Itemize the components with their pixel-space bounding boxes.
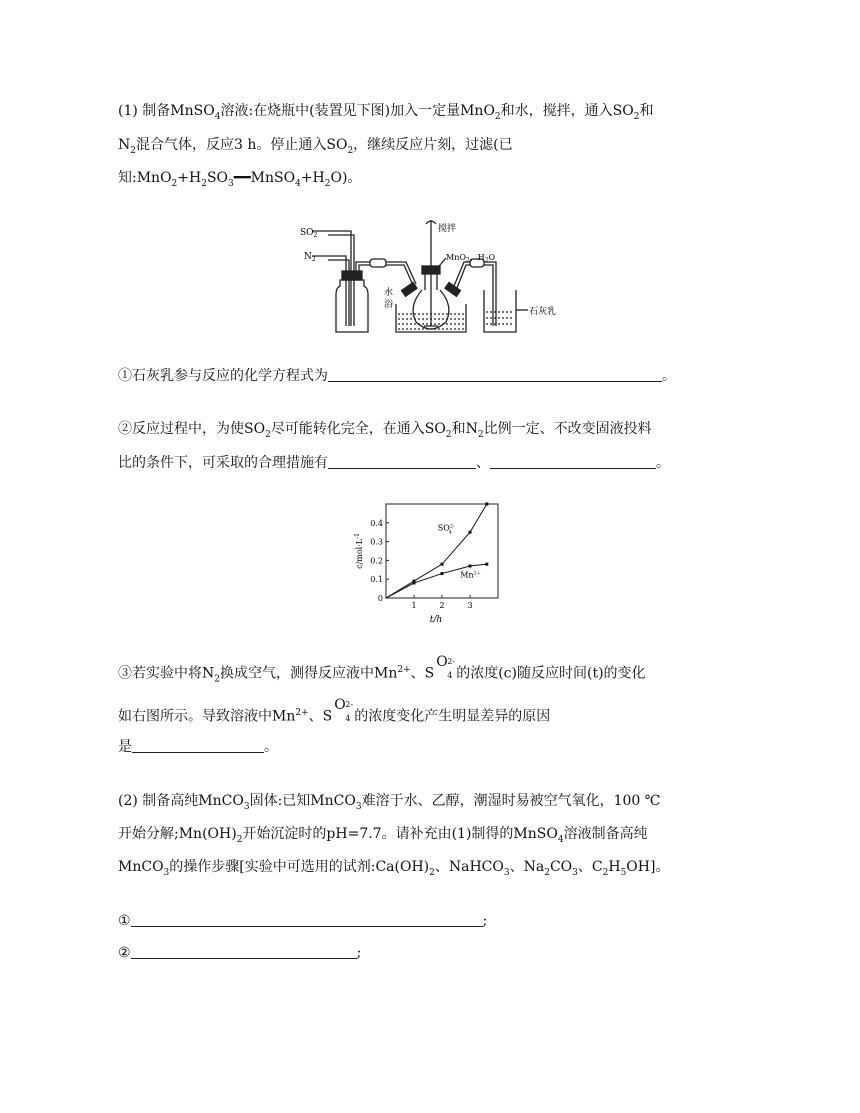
superscript: 2+	[295, 708, 309, 718]
text: 、Na	[509, 859, 545, 875]
step-1	[118, 911, 487, 931]
stir-label: 搅拌	[438, 224, 457, 234]
series-line	[386, 504, 487, 598]
part1-line1	[118, 101, 653, 127]
text: ①	[118, 913, 131, 929]
text: 和水，搅拌，通入SO	[500, 103, 634, 119]
text: 难溶于水、乙醇，潮湿时易被空气氧化，100 ℃	[361, 793, 661, 809]
text: ，继续反应片刻，过滤(已	[353, 137, 513, 153]
text: 、	[476, 455, 490, 471]
superscript: 2-	[447, 656, 456, 666]
text: 制备高纯MnCO	[137, 793, 244, 809]
y-tick-label: 0.1	[370, 575, 383, 585]
text: 和N	[451, 421, 478, 437]
text: O	[334, 696, 346, 713]
data-point	[485, 503, 488, 506]
text: MnCO	[118, 859, 164, 875]
text: 固体:已知MnCO	[249, 793, 356, 809]
text: 和	[639, 103, 654, 119]
series-label: $SO^{2-}4$	[437, 523, 455, 536]
outlet-tube	[454, 262, 496, 326]
superscript: 2-	[345, 699, 354, 709]
part2-line3	[118, 857, 669, 883]
subscript: 2	[445, 429, 452, 440]
text: 溶液制备高纯	[563, 826, 648, 842]
plot-frame	[386, 504, 498, 598]
text: 、S	[410, 665, 435, 682]
step-2	[118, 943, 361, 963]
data-point	[441, 563, 444, 566]
subscript: 2	[544, 867, 550, 878]
so2-label: $SO_2$	[300, 228, 318, 239]
part2-label: (2)	[118, 793, 138, 809]
text: 溶液:在烧瓶中(装置见下图)加入一定量MnO	[220, 103, 495, 119]
text: 的浓度变化产生明显差异的原因	[354, 708, 551, 725]
subscript: 4	[447, 670, 453, 680]
y-tick-label: 0.4	[370, 518, 383, 528]
subscript: 4	[557, 834, 564, 845]
apparatus-diagram	[296, 214, 566, 338]
rubber-connector	[370, 259, 386, 267]
answer-blank-2a[interactable]	[328, 454, 476, 469]
text: N	[118, 137, 131, 153]
n2-label: $N_2$	[304, 252, 316, 263]
part1-line2	[118, 135, 513, 161]
text: 如右图所示。导致溶液中Mn	[118, 708, 296, 725]
subscript: 3	[163, 867, 170, 878]
text: 换成空气，测得反应液中Mn	[219, 665, 398, 682]
subscript: 2	[265, 429, 271, 440]
subscript: 2	[214, 674, 220, 685]
text: 。	[656, 455, 670, 471]
y-tick-label: 0.2	[370, 556, 383, 566]
subscript: 2	[324, 178, 331, 189]
question-3-line3	[118, 737, 278, 757]
text: 开始沉淀时的pH=7.7。请补充由(1)制得的MnSO	[242, 826, 558, 842]
subscript: 2	[130, 145, 136, 156]
chart-svg	[346, 500, 506, 630]
subscript: 2	[429, 867, 435, 878]
text: ━━MnSO	[233, 170, 296, 186]
part2-line1	[118, 791, 660, 817]
subscript: 3	[503, 867, 510, 878]
text: 。	[264, 739, 278, 755]
question-3-line1	[118, 653, 646, 689]
y-axis-label: $c/mol\cdot L^{-1}$	[354, 533, 364, 569]
series-line	[386, 564, 487, 598]
text: 制备MnSO	[137, 103, 215, 119]
water-bath-label-2: 浴	[384, 300, 394, 310]
text: 混合气体，反应3 h。停止通入SO	[135, 137, 348, 153]
data-point	[441, 572, 444, 575]
beaker	[484, 290, 516, 332]
sulfate-ion-formula	[332, 696, 354, 723]
subscript: 2	[494, 111, 501, 122]
text: +H	[300, 170, 325, 186]
answer-blank-step1[interactable]	[131, 912, 483, 927]
subscript: 3	[243, 801, 250, 812]
superscript: 2+	[397, 665, 411, 675]
text: O)。	[330, 170, 362, 186]
text: O	[436, 653, 448, 670]
text: OH]。	[626, 859, 670, 875]
reagent-label: MnO$_2$、$H_2O$	[446, 253, 496, 264]
bottle-stopper	[342, 271, 362, 280]
subscript: 4	[295, 178, 301, 189]
y-tick-label: 0	[377, 594, 383, 603]
text: ②反应过程中，为使SO	[118, 421, 266, 437]
text: 尽可能转化完全，在通入SO	[270, 421, 446, 437]
text: 比例一定、不改变固液投料	[483, 421, 652, 437]
subscript: 2	[602, 867, 609, 878]
subscript: 4	[214, 111, 221, 122]
question-3-line2	[118, 696, 551, 727]
part2-line2	[118, 824, 648, 850]
data-point	[469, 565, 472, 568]
text: ②	[118, 945, 131, 961]
series-label: $Mn^{2+}$	[460, 570, 481, 580]
text: 开始分解;Mn(OH)	[118, 826, 237, 842]
concentration-chart	[346, 500, 506, 630]
text: ;	[356, 945, 362, 961]
answer-blank-3[interactable]	[132, 738, 264, 753]
subscript: 2	[236, 834, 243, 845]
text: ③若实验中将N	[118, 665, 215, 682]
text: 、S	[308, 708, 333, 725]
x-axis-label: t/h	[429, 615, 443, 625]
text: SO	[206, 170, 229, 186]
text: 比的条件下，可采取的合理措施有	[118, 455, 328, 471]
x-tick-label: 2	[439, 601, 445, 610]
text: 。	[662, 368, 676, 384]
text: 的操作步骤[实验中可选用的试剂:Ca(OH)	[169, 859, 430, 875]
limewater-label: 石灰乳	[529, 307, 557, 317]
text: 、C	[577, 859, 603, 875]
apparatus-svg	[296, 214, 566, 338]
text: ①石灰乳参与反应的化学方程式为	[118, 368, 328, 384]
text: +H	[177, 170, 202, 186]
gas-bottle	[336, 280, 368, 332]
data-point	[413, 581, 416, 584]
text: 、NaHCO	[434, 859, 504, 875]
subscript: 3	[572, 867, 578, 878]
text: ;	[482, 913, 488, 929]
question-2-line1	[118, 419, 652, 445]
part1-line3	[118, 168, 361, 194]
x-tick-label: 1	[411, 601, 417, 610]
subscript: 2	[477, 429, 484, 440]
answer-blank-1[interactable]	[328, 367, 662, 382]
data-point	[469, 531, 472, 534]
subscript: 2	[633, 111, 640, 122]
subscript: 3	[228, 178, 234, 189]
subscript: 2	[201, 178, 207, 189]
x-tick-label: 3	[467, 601, 473, 610]
data-point	[485, 563, 488, 566]
question-2-line2	[118, 453, 670, 473]
text: H	[608, 859, 621, 875]
text: 的浓度(c)随反应时间(t)的变化	[456, 665, 646, 682]
n2-tube	[324, 256, 346, 326]
part1-label: (1)	[118, 103, 138, 119]
text: 是	[118, 739, 132, 755]
answer-blank-2b[interactable]	[490, 454, 656, 469]
subscript: 2	[347, 145, 354, 156]
text: 知:MnO	[118, 170, 172, 186]
text: CO	[549, 859, 573, 875]
subscript: 4	[345, 713, 351, 723]
subscript: 5	[620, 867, 627, 878]
y-tick-label: 0.3	[370, 537, 383, 547]
subscript: 3	[355, 801, 362, 812]
water-bath-label-1: 水	[384, 288, 394, 298]
question-1	[118, 366, 676, 386]
sulfate-ion-formula	[434, 653, 456, 680]
answer-blank-step2[interactable]	[131, 944, 357, 959]
subscript: 2	[171, 178, 178, 189]
